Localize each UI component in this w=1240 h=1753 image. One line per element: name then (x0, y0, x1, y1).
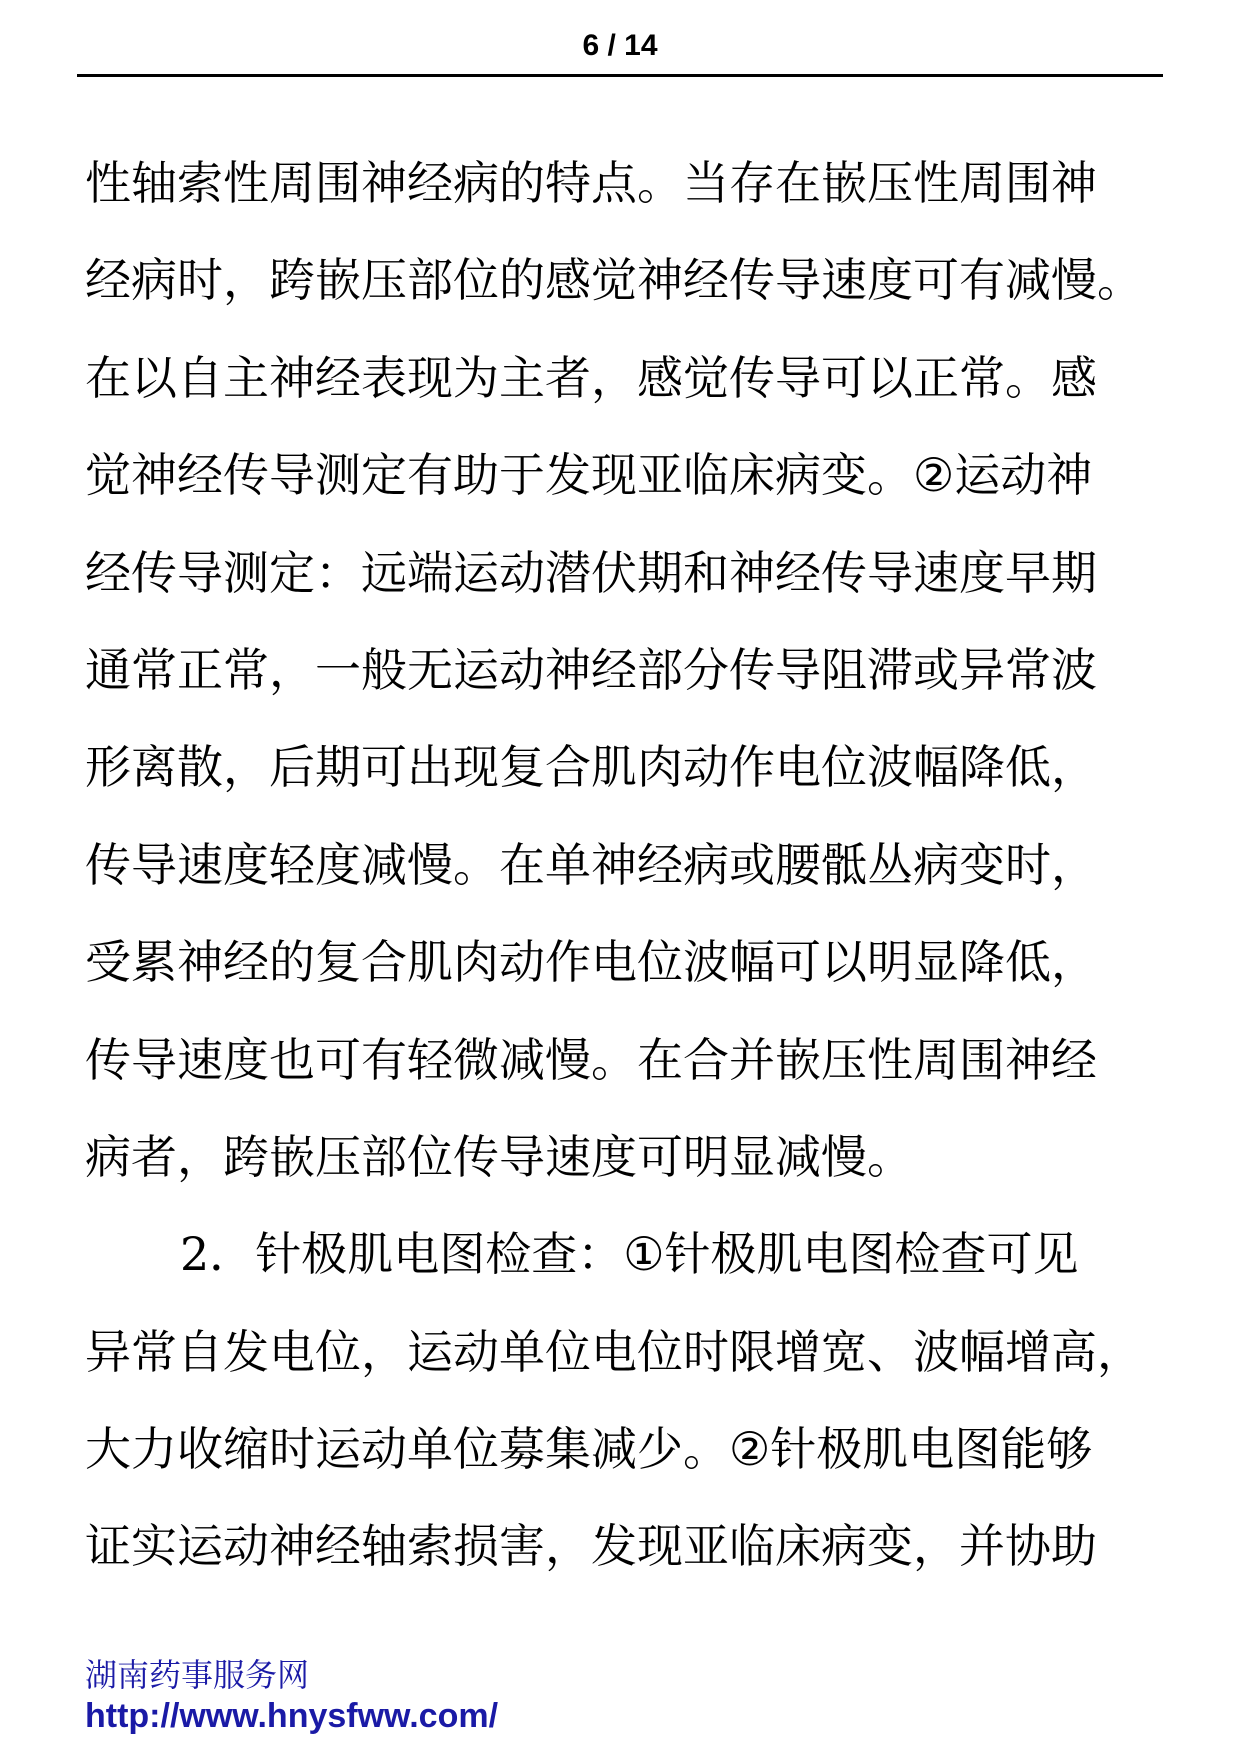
text-line: 病者，跨嵌压部位传导速度可明显减慢。 (85, 1129, 913, 1184)
page-indicator: 6 / 14 (582, 29, 658, 62)
text-line: 经病时，跨嵌压部位的感觉神经传导速度可有减慢。 (85, 253, 1143, 308)
text-line: 觉神经传导测定有助于发现亚临床病变。②运动神 (85, 448, 1093, 503)
text-line: 性轴索性周围神经病的特点。当存在嵌压性周围神 (85, 156, 1097, 210)
text-line: 形离散，后期可出现复合肌肉动作电位波幅降低， (85, 740, 1097, 795)
text-line: 传导速度也可有轻微减慢。在合并嵌压性周围神经 (85, 1032, 1097, 1087)
footer (85, 1655, 498, 1737)
text-line: 在以自主神经表现为主者，感觉传导可以正常。感 (85, 350, 1097, 405)
text-line: 通常正常，一般无运动神经部分传导阻滞或异常波 (85, 642, 1097, 697)
text-line: 受累神经的复合肌肉动作电位波幅可以明显降低， (85, 935, 1097, 990)
text-line: 异常自发电位，运动单位电位时限增宽、波幅增高， (85, 1324, 1143, 1379)
header-divider (77, 74, 1163, 77)
document-body (85, 135, 1185, 1596)
footer-url-link[interactable]: http://www.hnysfww.com/ (85, 1697, 499, 1735)
text-line: 证实运动神经轴索损害，发现亚临床病变，并协助 (85, 1519, 1097, 1574)
section-heading-line: 2．针极肌电图检查：①针极肌电图检查可见 (180, 1227, 1079, 1282)
footer-site-name: 湖南药事服务网 (85, 1656, 310, 1694)
text-line: 大力收缩时运动单位募集减少。②针极肌电图能够 (85, 1422, 1093, 1477)
text-line: 经传导测定：远端运动潜伏期和神经传导速度早期 (85, 545, 1097, 600)
text-line: 传导速度轻度减慢。在单神经病或腰骶丛病变时， (85, 837, 1097, 892)
